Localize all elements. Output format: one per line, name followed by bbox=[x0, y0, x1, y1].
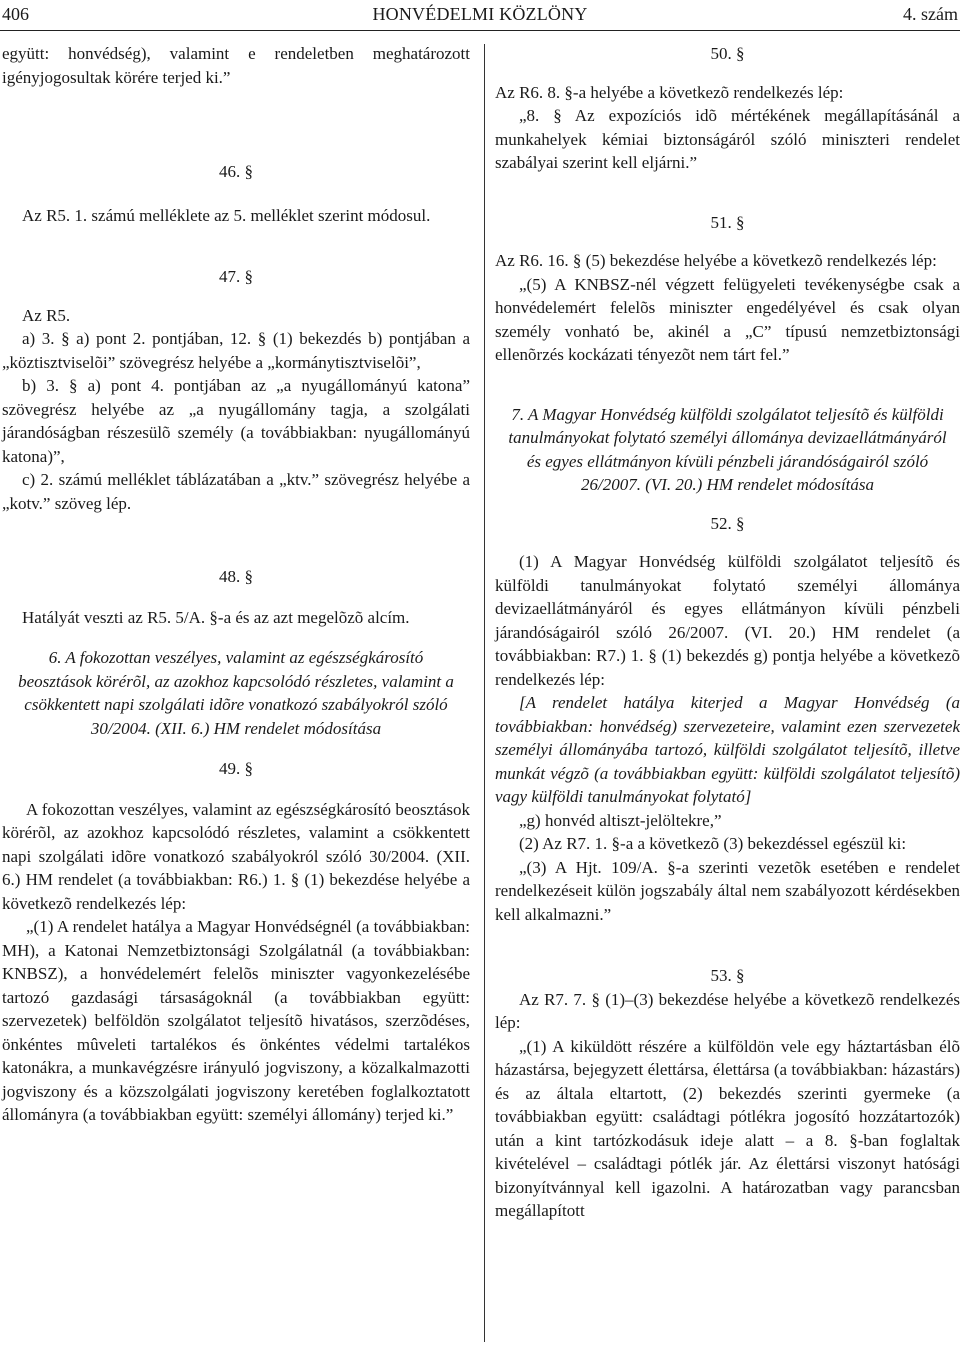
section-50-heading: 50. § bbox=[710, 44, 745, 63]
right-column bbox=[495, 42, 960, 1223]
section-53-text: Az R7. 7. § (1)–(3) bekezdése helyébe a következõ rendelkezés lép: bbox=[495, 989, 960, 1032]
issue-number: 4. szám bbox=[903, 4, 958, 24]
section-51-heading: 51. § bbox=[710, 212, 745, 232]
section-52-paragraph-1-point-g: „g) honvéd altiszt-jelöltekre,” bbox=[519, 810, 722, 830]
page-header bbox=[0, 0, 960, 31]
section-47-point-c: c) 2. számú melléklet táblázatában a „ktv.” szövegrész helyébe a „kotv.” szöveg lép. bbox=[2, 470, 470, 513]
section-49-heading: 49. § bbox=[219, 759, 253, 778]
chapter-7-regulation: 26/2007. (VI. 20.) HM rendelet módosítása bbox=[580, 475, 875, 494]
chapter-6-title: 6. A fokozottan veszélyes, valamint az egészségkárosító beosztások körérõl, az azokhoz kapcsolódó részletes, valamint a csökkentett napi szolgálati idõre vonatkozó szabályokról szóló bbox=[18, 648, 454, 714]
section-52-paragraph-1-context: [A rendelet hatálya kiterjed a Magyar Honvédség (a továbbiakban: honvédség) szervezeteire, valamint ezen szervezetek személyi állományába tartozó, külföldi szolgálatot teljesítõ, illetve munkát végzõ (a továbbiakban együtt: külföldi szolgálatot teljesítõ) vagy külföldi tanulmányokat folytató] bbox=[495, 693, 960, 806]
section-49-text: A fokozottan veszélyes, valamint az egészségkárosító beosztások körérõl, az azokhoz kapcsolódó részletes, valamint a csökkentett napi szolgálati idõre vonatkozó szabályokról szóló 30/2004. (XII. 6.) HM rendelet (a továbbiakban: R6.) 1. § (1) bekezdése helyébe a következõ rendelkezés lép: bbox=[2, 799, 470, 913]
section-51-text: Az R6. 16. § (5) bekezdése helyébe a következõ rendelkezés lép: bbox=[495, 251, 937, 270]
section-52-heading: 52. § bbox=[710, 513, 745, 533]
section-47-point-a: a) 3. § a) pont 2. pontjában, 12. § (1) bekezdés b) pontjában a „köztisztviselõi” szövegrész helyébe a „kormánytisztviselõi”, bbox=[2, 329, 470, 372]
section-53-heading: 53. § bbox=[710, 966, 745, 985]
section-48-heading: 48. § bbox=[219, 567, 253, 586]
section-50-text: Az R6. 8. §-a helyébe a következõ rendelkezés lép: bbox=[495, 82, 844, 102]
section-46-text: Az R5. 1. számú melléklete az 5. melléklet szerint módosul. bbox=[22, 205, 431, 225]
left-column bbox=[2, 42, 470, 1127]
section-47-heading: 47. § bbox=[219, 267, 253, 286]
section-47-intro: Az R5. bbox=[22, 305, 71, 325]
column-divider bbox=[484, 44, 485, 1342]
page-number: 406 bbox=[2, 4, 29, 24]
section-49-quote: „(1) A rendelet hatálya a Magyar Honvédségnél (a továbbiakban: MH), a Katonai Nemzetbiztonsági Szolgálatnál (a továbbiakban: KNBSZ), a honvédelemért felelõs miniszter vagyonkezelésébe tartozó gazdasági társaságoknál (a továbbiakban együtt: szervezetek) belföldön szolgálatot teljesítõ hivatásos, szerzõdéses, önkéntes mûveleti tartalékos és önkéntes védelmi tartalékos katonákra, a munkavégzésre irányuló jogviszony, a közalkalmazotti jogviszony és a közszolgálati jogviszony keretében foglalkoztatott állományra (a továbbiakban együtt: személyi állomány) terjed ki.” bbox=[2, 917, 470, 1124]
section-53-quote: „(1) A kiküldött részére a külföldön vele egy háztartásban élõ házastársa, bejegyzett élettársa, élettársa (a továbbiakban: házastárs) és az általa eltartott, (2) bekezdés szerinti gyermeke (a továbbiakban együtt: családtagi pótlékra jogosító hozzátartozók) után a kint tartózkodásuk ideje alatt – a 8. §-ban foglaltak kivételével – családtagi pótlék jár. Az élettársi viszonyt hatósági bizonyítvánnyal kell igazolni. A határozatban vagy parancsban megállapított bbox=[495, 1036, 960, 1220]
section-46-heading: 46. § bbox=[219, 162, 253, 181]
journal-title: HONVÉDELMI KÖZLÖNY bbox=[372, 4, 588, 24]
section-52-paragraph-2: (2) Az R7. 1. §-a a következõ (3) bekezdéssel egészül ki: bbox=[519, 834, 907, 853]
section-52-paragraph-1: (1) A Magyar Honvédség külföldi szolgálatot teljesítõ és külföldi tanulmányokat folytató személyi állománya devizaellátmányáról és egyes ellátmányon kívüli pénzbeli járandóságairól szóló 26/2007. (VI. 20.) HM rendelet (a továbbiakban: R7.) 1. § (1) bekezdés g) pontja helyébe a következõ rendelkezés lép: bbox=[495, 552, 960, 689]
section-51-quote: „(5) A KNBSZ-nél végzett felügyeleti tevékenységbe csak a honvédelemért felelõs miniszter engedélyével és csak olyan személy vonható be, akinél a „C” típusú nemzetbiztonsági ellenõrzés kockázati tényezõt nem tárt fel.” bbox=[495, 274, 960, 364]
section-52-paragraph-2-quote: „(3) A Hjt. 109/A. §-a szerinti vezetõk esetében e rendelet rendelkezéseit külön jogszabály által nem szabályozott kérdésekben kell alkalmazni.” bbox=[495, 857, 960, 924]
section-50-quote: „8. § Az expozíciós idõ mértékének megállapításánál a munkahelyek kémiai biztonságáról szóló miniszteri rendelet szabályai szerint kell eljárni.” bbox=[495, 106, 960, 172]
chapter-6-regulation: 30/2004. (XII. 6.) HM rendelet módosítása bbox=[90, 718, 382, 738]
chapter-7-title: 7. A Magyar Honvédség külföldi szolgálatot teljesítõ és külföldi tanulmányokat folytató személyi állománya devizaellátmányáról és egyes ellátmányon kívüli pénzbeli járandóságairól szóló bbox=[508, 404, 947, 471]
section-48-text: Hatályát veszti az R5. 5/A. §-a és az azt megelõzõ alcím. bbox=[22, 607, 410, 627]
paragraph-intro: együtt: honvédség), valamint e rendeletben meghatározott igényjogosultak körére terjed ki.” bbox=[2, 44, 470, 87]
section-47-point-b: b) 3. § a) pont 4. pontjában az „a nyugállományú katona” szövegrész helyébe az „a nyugállomány tagja, a szolgálati járandóságban részesülõ személy (a továbbiakban: nyugállományú katona)”, bbox=[2, 376, 470, 466]
